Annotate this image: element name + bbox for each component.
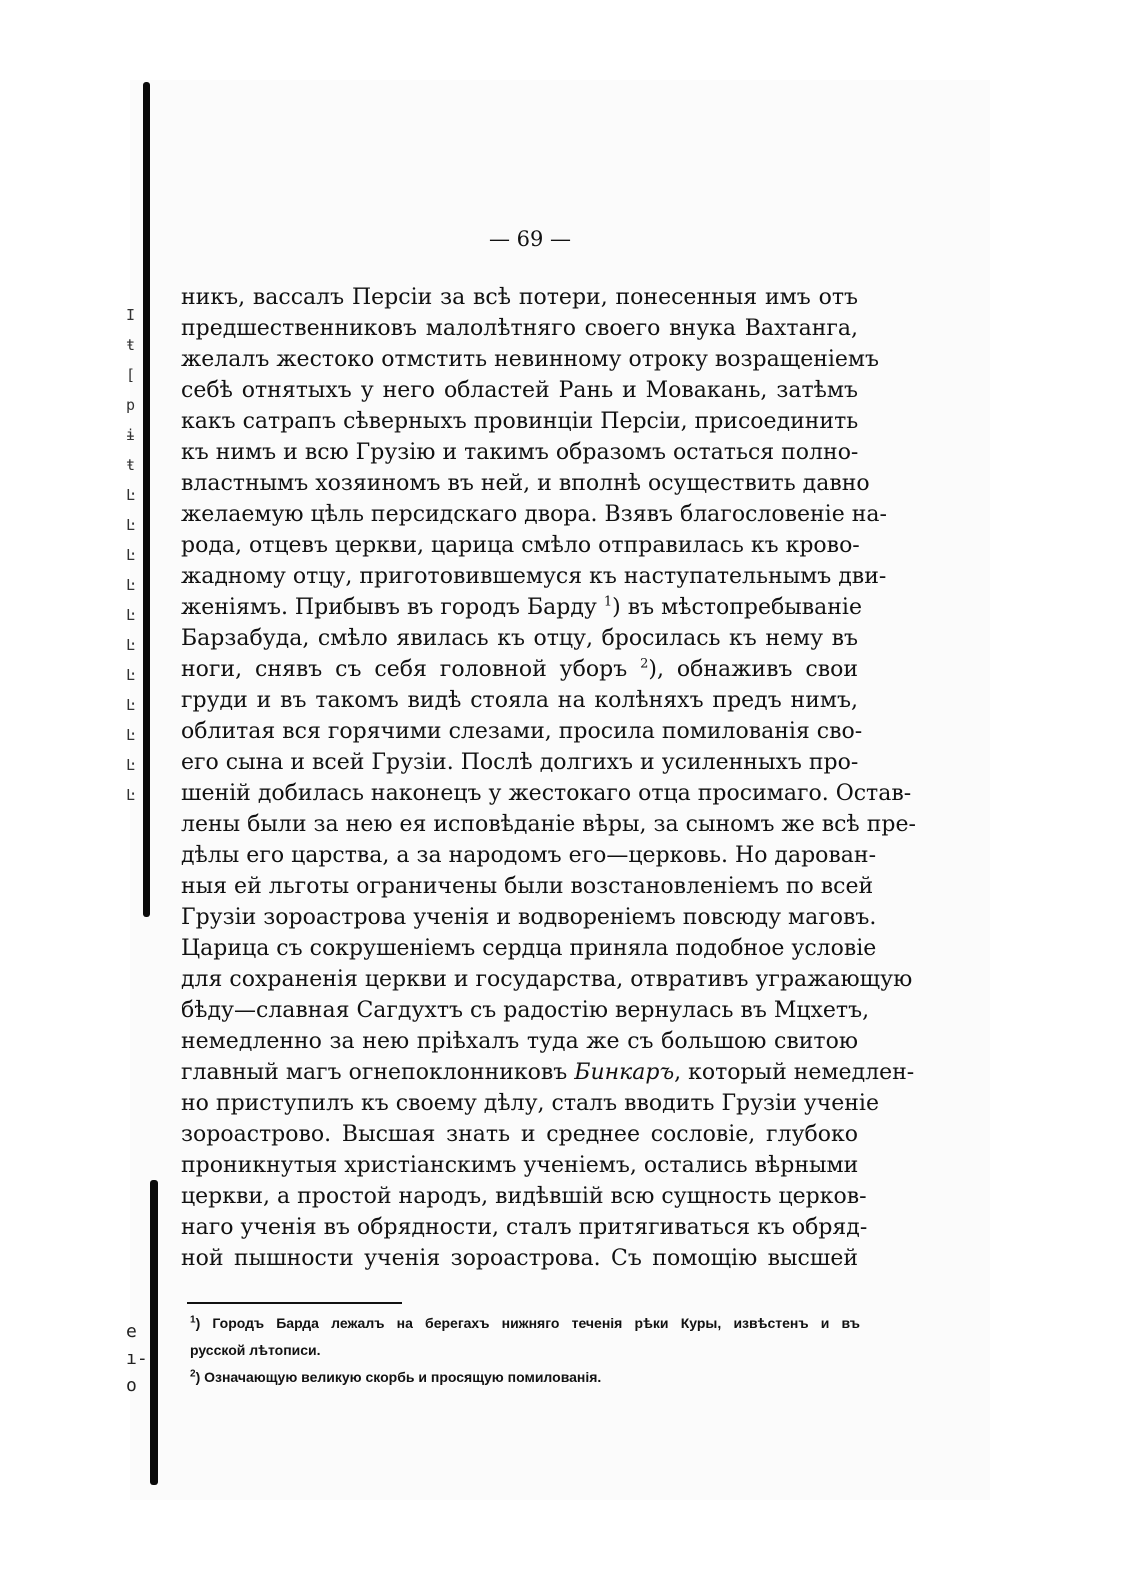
footnote-reference: 1: [603, 594, 613, 610]
bleed-fragment: ɨ: [126, 426, 136, 444]
text-line: шеній добилась наконецъ у жестокаго отца просимаго. Остав-: [181, 781, 912, 806]
text-line: груди и въ такомъ видѣ стояла на колѣняхъ предъ нимъ,: [181, 688, 858, 713]
bleed-fragment: Ŀ: [126, 756, 136, 774]
bleed-fragment: I: [126, 306, 136, 324]
text-line: предшественниковъ малолѣтняго своего внука Вахтанга,: [181, 316, 858, 341]
text-line: проникнутыя христіанскимъ ученіемъ, остались вѣрными: [181, 1153, 859, 1178]
bleed-fragment: Ŀ: [126, 726, 136, 744]
text-line: никъ, вассалъ Персіи за всѣ потери, понесенныя имъ отъ: [181, 285, 858, 310]
text-line: желаемую цѣль персидскаго двора. Взявъ благословеніе на-: [181, 502, 887, 527]
bleed-fragment: Ŀ: [126, 576, 136, 594]
text-segment: главный магъ огнепоклонниковъ: [181, 1060, 568, 1085]
text-segment: женіямъ. Прибывъ въ городъ Барду: [181, 595, 597, 620]
bleed-fragment: Ŀ: [126, 636, 136, 654]
text-line: рода, отцевъ церкви, царица смѣло отправилась къ крово-: [181, 533, 860, 558]
text-line: какъ сатрапъ сѣверныхъ провинціи Персіи, присоединить: [181, 409, 859, 434]
footnote-marker: 1: [190, 1314, 196, 1326]
text-line: для сохраненія церкви и государства, отвративъ угражающую: [181, 967, 913, 992]
footnote-1-continuation: русской лѣтописи.: [190, 1342, 321, 1358]
text-line: бѣду—славная Сагдухтъ съ радостію вернулась въ Мцхетъ,: [181, 998, 870, 1023]
footnote-2: [190, 1364, 860, 1391]
adjacent-page-bleed-bottom: [126, 1318, 150, 1399]
bleed-fragment: ŧ: [126, 456, 136, 474]
text-line: но приступилъ къ своему дѣлу, сталъ вводить Грузіи ученіе: [181, 1091, 879, 1116]
text-line: жадному отцу, приготовившемуся къ наступательнымъ дви-: [181, 564, 887, 589]
page-number: — 69 —: [488, 227, 572, 251]
text-line: наго ученія въ обрядности, сталъ притягиваться къ обряд-: [181, 1215, 868, 1240]
bleed-fragment: [: [126, 366, 136, 384]
text-line: облитая вся горячими слезами, просила помилованія сво-: [181, 719, 863, 744]
italic-name: Бинкаръ: [574, 1060, 675, 1085]
bleed-fragment: Ŀ: [126, 516, 136, 534]
text-line: [181, 592, 862, 623]
text-segment: , который немедлен-: [674, 1060, 915, 1085]
footnote-reference: 2: [640, 656, 649, 672]
text-line: желалъ жестоко отмстить невинному отроку возращеніемъ: [181, 347, 880, 372]
text-line: Барзабуда, смѣло явилась къ отцу, бросилась къ нему въ: [181, 626, 858, 651]
body-text: [181, 282, 916, 1274]
footnote-text: ) Означающую великую скорбь и просящую помилованія.: [195, 1369, 602, 1385]
text-line: его сына и всей Грузіи. Послѣ долгихъ и усиленныхъ про-: [181, 750, 859, 775]
text-line: зороастрово. Высшая знать и среднее сословіе, глубоко: [181, 1122, 858, 1147]
text-line: властнымъ хозяиномъ въ ней, и вполнѣ осуществить давно: [181, 471, 870, 496]
bleed-fragment: ŧ: [126, 336, 136, 354]
text-line: церкви, а простой народъ, видѣвшій всю сущность церков-: [181, 1184, 867, 1209]
text-line: лены были за нею ея исповѣданіе вѣры, за сыномъ же всѣ пре-: [181, 812, 916, 837]
text-line: ныя ей льготы ограничены были возстановленіемъ по всей: [181, 874, 874, 899]
bleed-fragment: Ŀ: [126, 546, 136, 564]
bleed-fragment: ı-: [126, 1348, 148, 1369]
bleed-fragment: Ŀ: [126, 606, 136, 624]
binding-edge-shadow-lower: [150, 1180, 158, 1485]
bleed-fragment: e: [126, 1321, 137, 1342]
text-line: себѣ отнятыхъ у него областей Рань и Мовакань, затѣмъ: [181, 378, 858, 403]
adjacent-page-bleed-top: [126, 300, 156, 810]
text-line: ной пышности ученія зороастрова. Съ помощію высшей: [181, 1246, 858, 1271]
footnote-text: ) Городъ Барда лежалъ на берегахъ нижняго теченія рѣки Куры, извѣстенъ и въ: [195, 1315, 860, 1331]
text-segment: ноги, снявъ съ себя головной уборъ: [181, 657, 628, 682]
footnotes: [190, 1310, 860, 1391]
text-line: [181, 1057, 915, 1088]
footnote-1: [190, 1310, 860, 1337]
bleed-fragment: Ŀ: [126, 786, 136, 804]
footnote-divider: [187, 1302, 402, 1304]
text-line: Царица съ сокрушеніемъ сердца приняла подобное условіе: [181, 936, 877, 961]
text-line: къ нимъ и всю Грузію и такимъ образомъ остаться полно-: [181, 440, 859, 465]
text-segment: ), обнаживъ свои: [648, 657, 858, 682]
text-line: немедленно за нею пріѣхалъ туда же съ большою свитою: [181, 1029, 858, 1054]
bleed-fragment: Ŀ: [126, 486, 136, 504]
bleed-fragment: Ŀ: [126, 696, 136, 714]
text-line: Грузіи зороастрова ученія и водвореніемъ повсюду маговъ.: [181, 905, 877, 930]
bleed-fragment: р: [126, 396, 136, 414]
text-line: [181, 654, 858, 685]
text-segment: ) въ мѣстопребываніе: [612, 595, 862, 620]
bleed-fragment: Ŀ: [126, 666, 136, 684]
bleed-fragment: o: [126, 1375, 137, 1396]
footnote-marker: 2: [190, 1368, 196, 1380]
text-line: дѣлы его царства, а за народомъ его—церковь. Но дарован-: [181, 843, 877, 868]
